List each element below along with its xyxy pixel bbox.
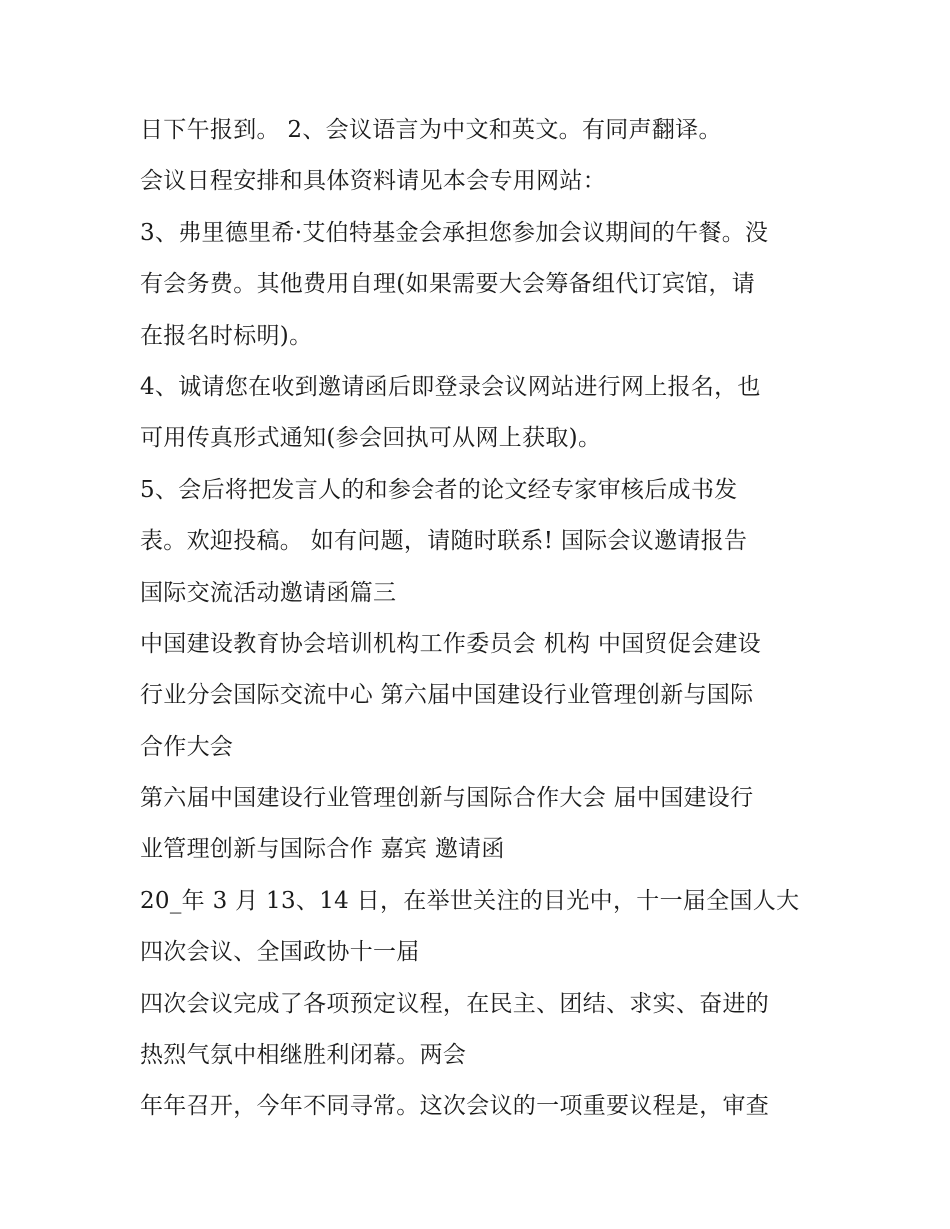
text-line: 3、弗里德里希·艾伯特基金会承担您参加会议期间的午餐。没 — [140, 219, 769, 246]
text-line: 有会务费。其他费用自理(如果需要大会筹备组代订宾馆，请 — [140, 271, 756, 298]
text-line: 可用传真形式通知(参会回执可从网上获取)。 — [140, 425, 602, 452]
text-line: 四次会议完成了各项预定议程，在民主、团结、求实、奋进的 — [140, 990, 770, 1017]
section-heading: 国际交流活动邀请函篇三 — [140, 579, 397, 606]
document-body — [140, 105, 820, 1133]
text-line: 在报名时标明)。 — [140, 322, 313, 349]
text-line: 5、会后将把发言人的和参会者的论文经专家审核后成书发 — [140, 476, 738, 503]
text-line: 合作大会 — [140, 733, 234, 760]
text-line: 4、诚请您在收到邀请函后即登录会议网站进行网上报名，也 — [140, 373, 761, 400]
text-line: 年年召开，今年不同寻常。这次会议的一项重要议程是，审查 — [140, 1093, 770, 1120]
text-line: 中国建设教育协会培训机构工作委员会 机构 中国贸促会建设 — [140, 630, 762, 657]
text-line: 第六届中国建设行业管理创新与国际合作大会 届中国建设行 — [140, 785, 754, 812]
text-line: 表。欢迎投稿。 如有问题，请随时联系! 国际会议邀请报告 — [140, 528, 748, 555]
text-line: 20_年 3 月 13、14 日，在举世关注的目光中，十一届全国人大 — [140, 887, 800, 914]
text-line: 会议日程安排和具体资料请见本会专用网站： — [140, 168, 606, 195]
text-line: 热烈气氛中相继胜利闭幕。两会 — [140, 1042, 467, 1069]
text-line: 日下午报到。 2、会议语言为中文和英文。有同声翻译。 — [140, 117, 722, 143]
text-line: 行业分会国际交流中心 第六届中国建设行业管理创新与国际 — [140, 682, 754, 709]
text-line: 业管理创新与国际合作 嘉宾 邀请函 — [140, 836, 505, 863]
text-line: 四次会议、全国政协十一届 — [140, 939, 420, 966]
